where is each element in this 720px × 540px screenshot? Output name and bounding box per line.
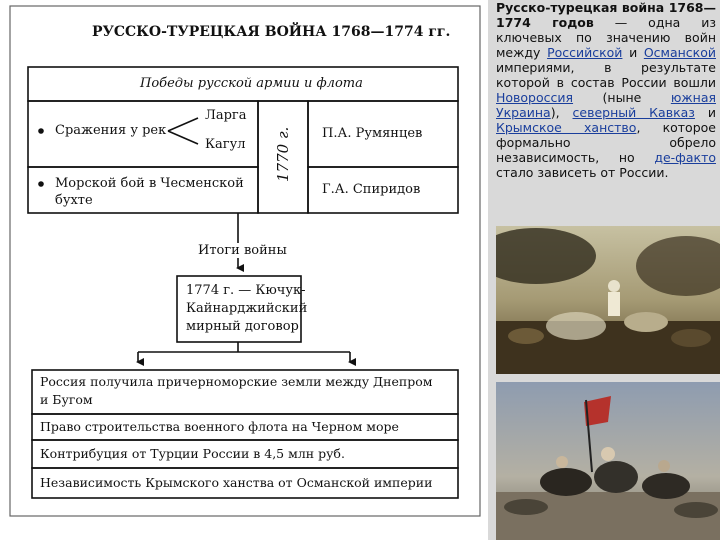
description-text (496, 0, 716, 180)
description-lead: Русско-турецкая война 1768—1774 годов (496, 0, 716, 30)
year-vertical: 1770 г. (274, 126, 292, 182)
text-part: ), (550, 105, 573, 120)
treaty-line3: мирный договор (186, 319, 299, 334)
result1-line1: Россия получила причерноморские земли между Днепром (40, 374, 433, 389)
link-south-ukraine[interactable]: южная Украина (496, 90, 716, 120)
result3: Контрибуция от Турции России в 4,5 млн руб. (40, 446, 345, 461)
painting-battle (496, 382, 720, 540)
commander-rumyantsev: П.А. Румянцев (322, 126, 423, 141)
battle2-label-line2: бухте (55, 193, 93, 208)
text-part: империями, в результате которой в состав России вошли (496, 60, 716, 90)
painting-army-review (496, 226, 720, 374)
bullet-1 (38, 128, 44, 134)
treaty-line1: 1774 г. — Кючук- (186, 283, 306, 298)
text-part: и (694, 105, 716, 120)
results-label: Итоги войны (198, 243, 287, 258)
bullet-2 (38, 181, 44, 187)
text-part: , которое формально обрело независимость, но (496, 120, 716, 165)
commander-spiridov: Г.А. Спиридов (322, 182, 421, 197)
river-kagul: Кагул (205, 137, 246, 152)
link-crimean-khanate[interactable]: Крымское ханство (496, 120, 637, 135)
link-ottoman[interactable]: Османской (643, 45, 716, 60)
text-part: и (622, 45, 644, 60)
battle2-label-line1: Морской бой в Чесменской (55, 176, 244, 191)
link-north-caucasus[interactable]: северный Кавказ (572, 105, 695, 120)
result2: Право строительства военного флота на Черном море (40, 419, 399, 434)
river-larga: Ларга (205, 108, 247, 123)
victories-header: Победы русской армии и флота (140, 76, 363, 91)
text-part: — одна из ключевых по значению войн между (496, 15, 716, 60)
text-part: (ныне (573, 90, 671, 105)
link-novorossiya[interactable]: Новороссия (496, 90, 574, 105)
battle1-label: Сражения у рек (55, 123, 167, 138)
result4: Независимость Крымского ханства от Османской империи (40, 475, 433, 490)
text-part: стало зависеть от России. (496, 165, 669, 180)
link-de-facto[interactable]: де-факто (654, 150, 716, 165)
link-russian[interactable]: Российской (547, 45, 623, 60)
result1-line2: и Бугом (40, 392, 93, 407)
diagram-title: РУССКО-ТУРЕЦКАЯ ВОЙНА 1768—1774 гг. (92, 24, 451, 40)
treaty-line2: Кайнарджийский (186, 301, 308, 316)
